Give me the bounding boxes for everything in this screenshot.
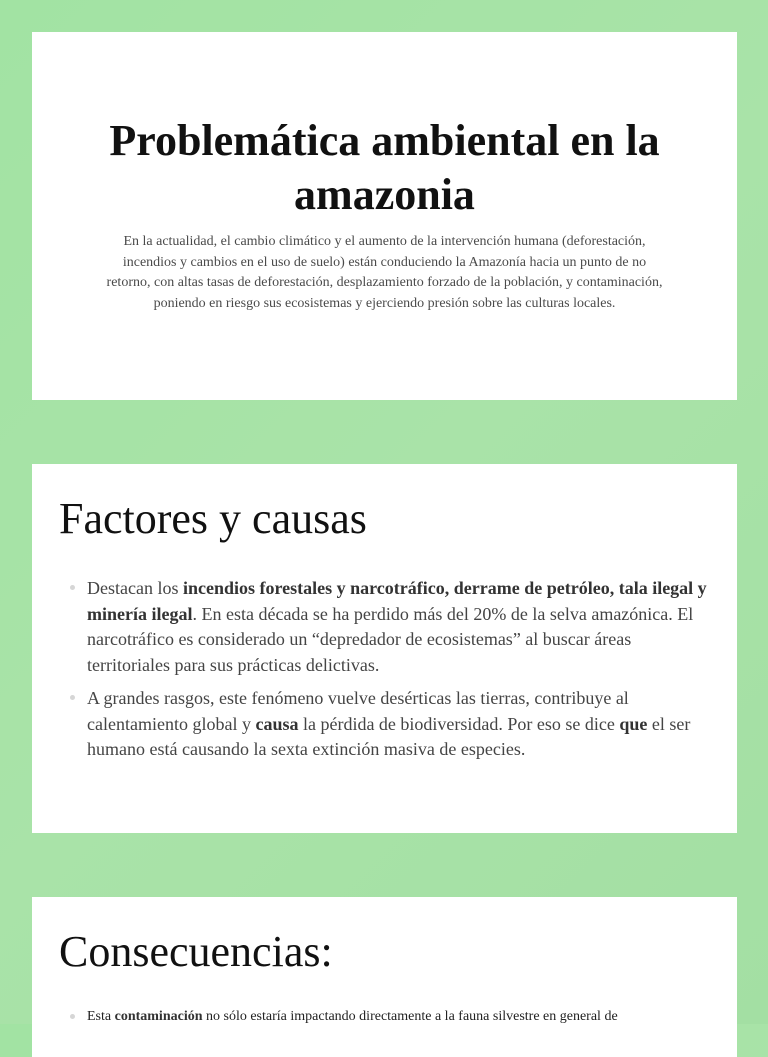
- bold-text-span: contaminación: [114, 1009, 203, 1024]
- text-span: Destacan los: [87, 578, 183, 598]
- text-span: A grandes rasgos, este fenómeno vuelve desérticas las tierras, contribuye al calentamiento global y: [87, 688, 629, 734]
- slide-title-card: [32, 32, 737, 400]
- bold-text-span: causa: [255, 713, 299, 734]
- page-title: Problemática ambiental en la amazonia: [109, 116, 660, 219]
- factores-list: [68, 576, 711, 771]
- bullet-dot-icon: [70, 585, 75, 590]
- intro-paragraph: En la actualidad, el cambio climático y el aumento de la intervención humana (deforestación, incendios y cambios en el uso de suelo) están conduciendo la Amazonía hacia un punto de no retorno, con altas tasas de deforestación, desplazamiento forzado de la población, y contaminación, poniendo en riesgo sus ecosistemas y ejerciendo presión sobre las culturas locales.: [106, 234, 663, 311]
- consecuencias-list: [68, 1007, 711, 1035]
- section-title-factores: Factores y causas: [59, 494, 367, 543]
- slide-factores-card: [32, 464, 737, 833]
- bold-text-span: que: [619, 713, 648, 734]
- bullet-dot-icon: [70, 695, 75, 700]
- bold-text-span: incendios forestales y narcotráfico, derrame de petróleo, tala ilegal y minería ilegal: [87, 578, 707, 624]
- list-item: [68, 686, 711, 763]
- text-span: Esta: [87, 1009, 115, 1024]
- text-span: . En esta década se ha perdido más del 20% de la selva amazónica. El narcotráfico es considerado un “depredador de ecosistemas” al buscar áreas territoriales para sus prácticas delictivas.: [87, 603, 694, 675]
- text-span: no sólo estaría impactando directamente a la fauna silvestre en general de: [202, 1009, 618, 1024]
- text-span: la pérdida de biodiversidad. Por eso se dice: [298, 713, 620, 734]
- text-span: el ser humano está causando la sexta extinción masiva de especies.: [87, 713, 691, 759]
- bullet-dot-icon: [70, 1014, 75, 1019]
- slide-consecuencias-card: [32, 897, 737, 1057]
- list-item: [68, 1007, 711, 1027]
- list-item: [68, 576, 711, 678]
- section-title-consecuencias: Consecuencias:: [59, 927, 333, 976]
